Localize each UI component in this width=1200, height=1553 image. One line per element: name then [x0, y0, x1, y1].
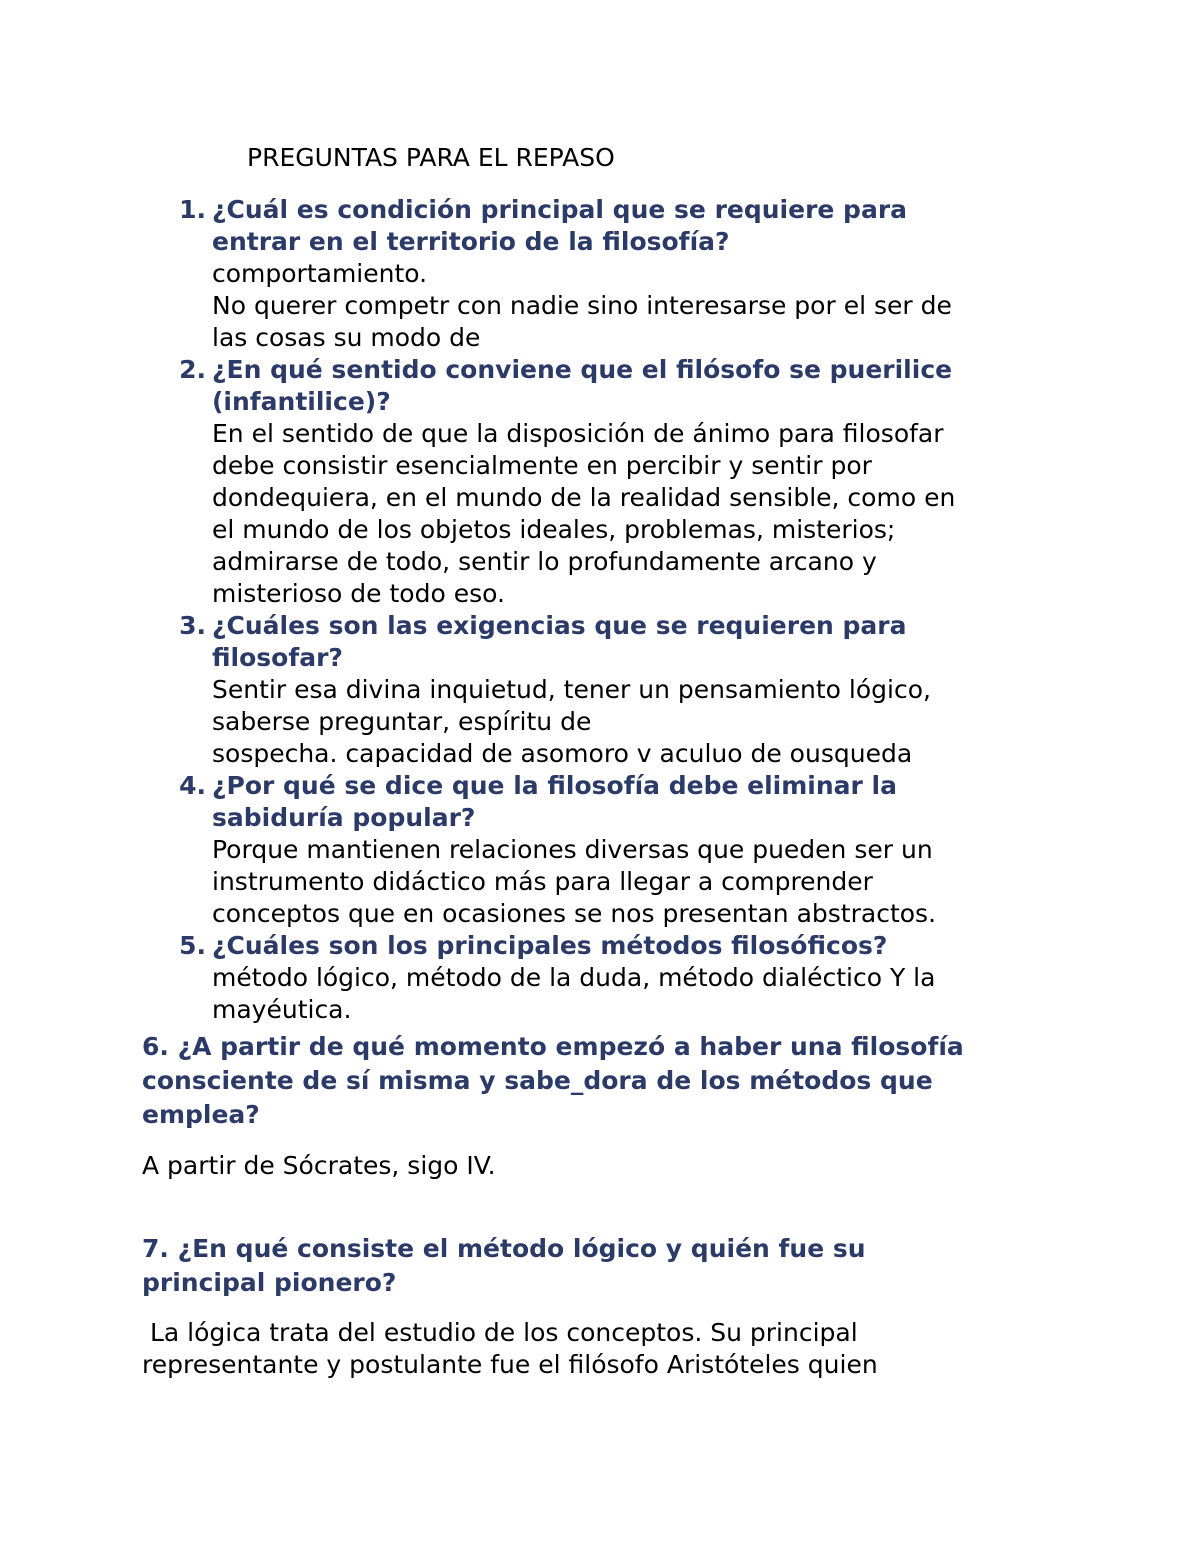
question-text-line: emplea? [142, 1100, 260, 1129]
question-text-line: 7. ¿En qué consiste el método lógico y quién fue su [142, 1234, 866, 1263]
question-number: 5. [179, 931, 206, 960]
question-text-line: entrar en el territorio de la filosofía? [212, 227, 730, 256]
question-number: 1. [179, 195, 206, 224]
question-item-2 [179, 354, 1052, 610]
question-text-line: filosofar? [212, 643, 343, 672]
question-number: 3. [179, 611, 206, 640]
question-item-3 [179, 610, 1052, 770]
document-title: PREGUNTAS PARA EL REPASO [247, 143, 615, 172]
question-6 [142, 1030, 1062, 1132]
answer-text-line: mayéutica. [212, 995, 352, 1024]
question-7 [142, 1232, 1062, 1300]
question-text-line: ¿Cuál es condición principal que se requiere para [212, 195, 908, 224]
question-number: 4. [179, 771, 206, 800]
question-text-line: principal pionero? [142, 1268, 397, 1297]
answer-text-line: Sentir esa divina inquietud, tener un pensamiento lógico, [212, 675, 931, 704]
question-text-line: ¿Por qué se dice que la filosofía debe eliminar la [212, 771, 897, 800]
answer-text-line: No querer competr con nadie sino interesarse por el ser de [212, 291, 952, 320]
answer-text-line: sospecha. capacidad de asomoro v aculuo de ousqueda [212, 739, 913, 768]
question-6-answer [142, 1150, 1062, 1182]
answer-text-line: comportamiento. [212, 259, 428, 288]
question-text-line: ¿Cuáles son las exigencias que se requieren para [212, 611, 907, 640]
answer-text-line: saberse preguntar, espíritu de [212, 707, 592, 736]
question-text-line: consciente de sí misma y sabe_dora de los métodos que [142, 1066, 933, 1095]
question-text-line: ¿Cuáles son los principales métodos filosóficos? [212, 931, 888, 960]
answer-text-line: La lógica trata del estudio de los conceptos. Su principal [142, 1318, 858, 1347]
answer-text-line: A partir de Sócrates, sigo IV. [142, 1151, 496, 1180]
answer-text-line: dondequiera, en el mundo de la realidad sensible, como en [212, 483, 956, 512]
question-7-answer [142, 1317, 1062, 1381]
question-list [0, 194, 1200, 1026]
question-item-5 [179, 930, 1052, 1026]
answer-text-line: En el sentido de que la disposición de ánimo para filosofar [212, 419, 944, 448]
question-item-4 [179, 770, 1052, 930]
question-text-line: ¿En qué sentido conviene que el filósofo se puerilice [212, 355, 953, 384]
answer-text-line: instrumento didáctico más para llegar a comprender [212, 867, 873, 896]
answer-text-line: admirarse de todo, sentir lo profundamente arcano y [212, 547, 877, 576]
question-text-line: (infantilice)? [212, 387, 391, 416]
answer-text-line: debe consistir esencialmente en percibir y sentir por [212, 451, 872, 480]
answer-text-line: método lógico, método de la duda, método dialéctico Y la [212, 963, 936, 992]
question-number: 2. [179, 355, 206, 384]
answer-text-line: representante y postulante fue el filósofo Aristóteles quien [142, 1350, 878, 1379]
question-text-line: sabiduría popular? [212, 803, 476, 832]
answer-text-line: las cosas su modo de [212, 323, 481, 352]
answer-text-line: Porque mantienen relaciones diversas que pueden ser un [212, 835, 933, 864]
question-text-line: 6. ¿A partir de qué momento empezó a haber una filosofía [142, 1032, 964, 1061]
answer-text-line: misterioso de todo eso. [212, 579, 505, 608]
question-item-1 [179, 194, 1052, 354]
answer-text-line: el mundo de los objetos ideales, problemas, misterios; [212, 515, 896, 544]
answer-text-line: conceptos que en ocasiones se nos presentan abstractos. [212, 899, 937, 928]
